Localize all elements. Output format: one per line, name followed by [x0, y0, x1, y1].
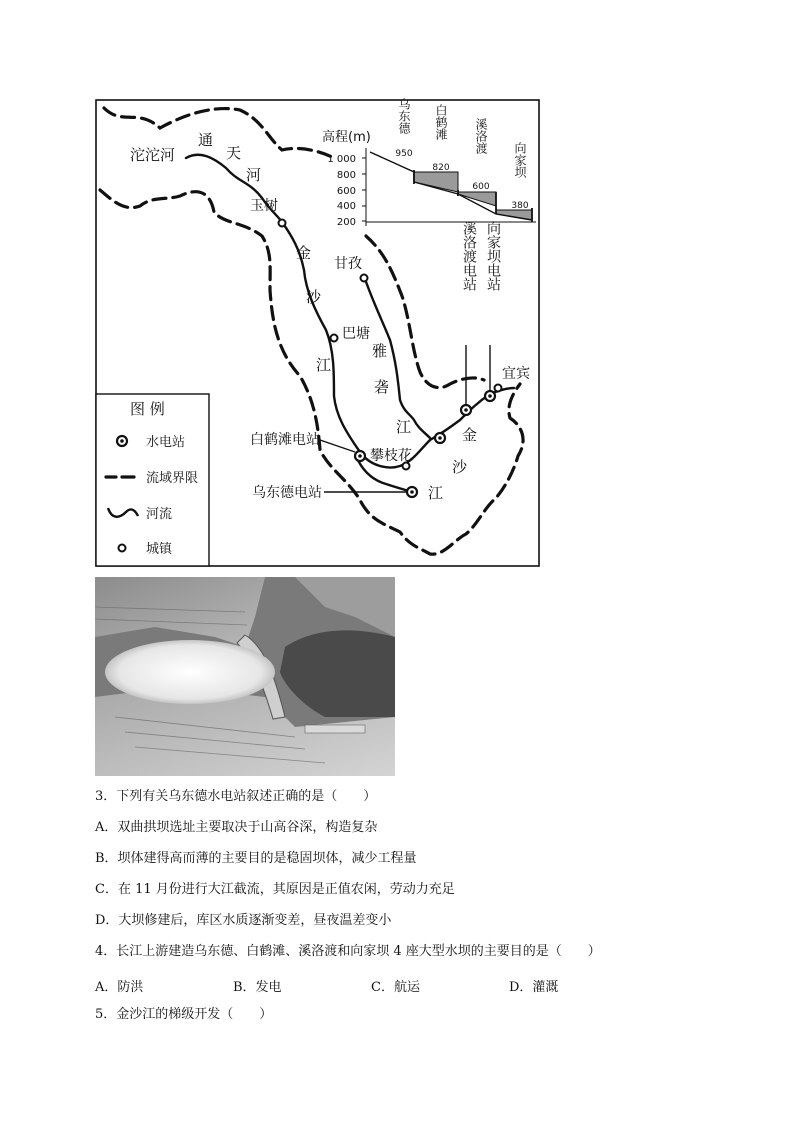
town-label-yibin: 宜宾 [502, 366, 530, 382]
map-legend [96, 394, 209, 566]
river-label-he: 河 [246, 166, 262, 184]
town-label-ganzi: 甘孜 [334, 256, 362, 272]
spillway-spray [105, 640, 275, 704]
question-3-option-a: A．双曲拱坝选址主要取决于山高谷深，构造复杂 [95, 820, 378, 835]
question-3-option-c: C．在 11 月份进行大江截流，其原因是正值农闲，劳动力充足 [95, 882, 455, 897]
town-label-panzhihua: 攀枝花 [370, 448, 412, 464]
tick-400: 400 [336, 201, 356, 212]
question-4-option-d: D．灌溉 [509, 980, 559, 995]
town-marker-yushu [279, 220, 286, 227]
town-marker-ganzi [361, 275, 368, 282]
station-label-xiangjiaba: 向家坝电站 [485, 221, 501, 291]
question-3-option-d: D．大坝修建后，库区水质逐渐变差，昼夜温差变小 [95, 913, 392, 928]
river-label-jiang-2: 江 [396, 418, 412, 436]
profile-elev-950: 950 [395, 149, 413, 159]
station-label-wudongde: 乌东德电站 [252, 485, 322, 501]
river-label-tian: 天 [226, 144, 242, 162]
legend-town-icon [119, 545, 126, 552]
profile-name-wudongde: 乌东德 [397, 98, 411, 134]
question-4-stem: 4．长江上游建造乌东德、白鹤滩、溪洛渡和向家坝 4 座大型水坝的主要目的是（ ） [95, 944, 601, 959]
station-labels [461, 221, 501, 291]
river-label-jin-2: 金 [462, 426, 478, 444]
legend-item-river: 河流 [146, 507, 173, 522]
station-label-xiluodu: 溪洛渡电站 [461, 221, 477, 291]
legend-item-boundary: 流域界限 [146, 471, 199, 486]
river-label-sha-1: 沙 [306, 288, 322, 306]
river-label-ya: 雅 [372, 342, 388, 360]
legend-title: 图 例 [130, 400, 165, 418]
tick-800: 800 [336, 170, 356, 181]
river-label-sha-2: 沙 [452, 458, 468, 476]
profile-elev-820: 820 [432, 163, 450, 173]
town-marker-yibin [495, 385, 502, 392]
question-3-stem: 3．下列有关乌东德水电站叙述正确的是（ ） [95, 789, 377, 804]
town-label-batang: 巴塘 [342, 326, 370, 342]
question-4-option-b: B．发电 [233, 980, 282, 995]
legend-item-town: 城镇 [146, 542, 173, 557]
question-4-option-c: C．航运 [371, 980, 420, 995]
river-label-jin-1: 金 [296, 244, 312, 262]
question-3-option-b: B．坝体建得高而薄的主要目的是稳固坝体，减少工程量 [95, 851, 417, 866]
town-marker-batang [331, 335, 338, 342]
profile-name-xiluodu: 溪洛渡 [474, 118, 488, 154]
tick-200: 200 [336, 217, 356, 228]
town-label-yushu: 玉树 [250, 198, 278, 214]
river-label-tong: 通 [198, 131, 214, 149]
river-label-tuotuo: 沱沱河 [130, 146, 176, 164]
profile-reservoir-1 [414, 172, 458, 192]
legend-item-hydro: 水电站 [146, 435, 186, 450]
river-label-long: 砻 [374, 378, 390, 396]
profile-elev-380: 380 [511, 201, 529, 211]
tick-600: 600 [336, 186, 356, 197]
profile-elev-600: 600 [472, 182, 490, 192]
question-5-stem: 5．金沙江的梯级开发（ ） [95, 1007, 273, 1022]
profile-name-xiangjiaba: 向家坝 [513, 142, 527, 178]
tick-1000: 1 000 [327, 154, 356, 165]
station-label-baihetan: 白鹤滩电站 [250, 432, 320, 448]
elevation-profile [322, 97, 536, 228]
profile-ticks [327, 154, 356, 228]
question-4-option-a: A．防洪 [95, 980, 144, 995]
dam-photo [95, 577, 395, 776]
profile-name-baihetan: 白鹤滩 [434, 104, 448, 140]
question-4-options [95, 976, 615, 995]
profile-axis-label: 高程(m) [322, 130, 371, 145]
river-label-jiang-3: 江 [428, 484, 444, 502]
river-label-jiang-1: 江 [316, 356, 332, 374]
